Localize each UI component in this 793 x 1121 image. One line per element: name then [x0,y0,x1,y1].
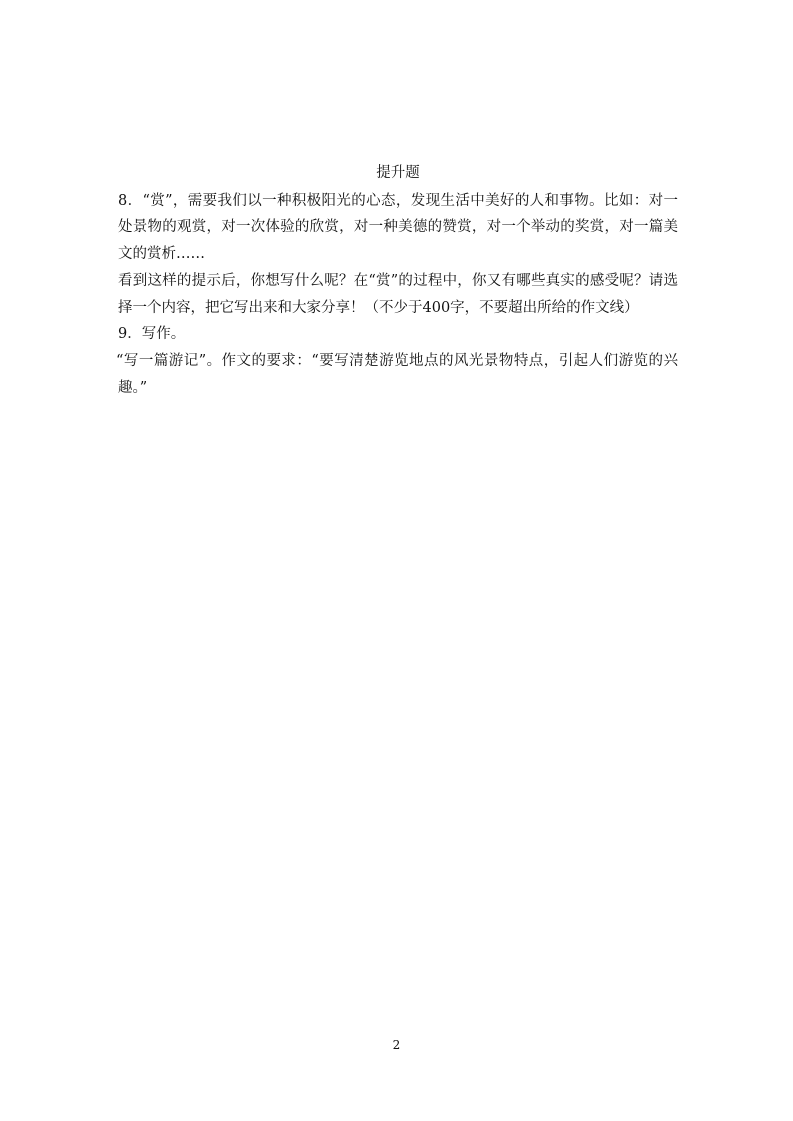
question-9 [118,321,678,401]
page-number: 2 [392,1038,401,1052]
question-9-requirement: “写一篇游记”。作文的要求：“要写清楚游览地点的风光景物特点，引起人们游览的兴趣。” [116,352,678,396]
question-8-prompt: 8．“赏”，需要我们以一种积极阳光的心态，发现生活中美好的人和事物。比如：对一处景物的观赏，对一次体验的欣赏，对一种美德的赞赏，对一个举动的奖赏，对一篇美文的赏析…… [118,192,678,263]
question-9-title: 9．写作。 [118,326,186,343]
section-heading: 提升题 [376,165,420,181]
page-content [118,160,678,401]
question-8 [118,188,678,322]
question-8-instruction: 看到这样的提示后，你想写什么呢？在“赏”的过程中，你又有哪些真实的感受呢？请选择一个内容，把它写出来和大家分享！（不少于400字，不要超出所给的作文线） [118,272,678,316]
